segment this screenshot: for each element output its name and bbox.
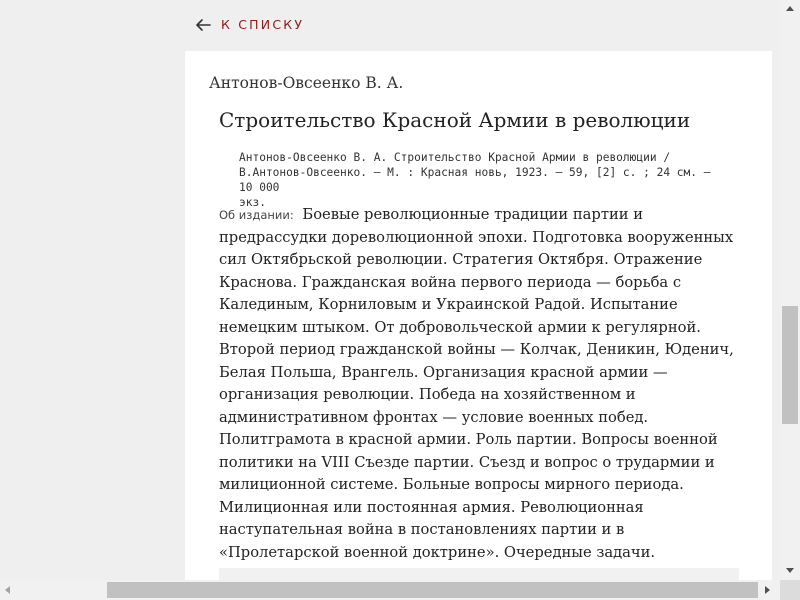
arrow-left-icon — [195, 18, 211, 32]
back-to-list-link[interactable] — [195, 17, 304, 32]
book-author[interactable]: Антонов-Овсеенко В. А. — [209, 74, 404, 92]
book-card — [185, 51, 772, 580]
scrollbar-corner — [780, 580, 800, 600]
scroll-up-arrow-icon[interactable] — [786, 6, 794, 11]
back-to-list-label: К СПИСКУ — [221, 17, 305, 32]
biblio-line: Антонов-Овсеенко В. А. Строительство Красной Армии в революции / — [239, 151, 671, 164]
about-edition-text: Боевые революционные традиции партии и предрассудки дореволюционной эпохи. Подготовка вооруженных сил Октябрьской революции. Стратегия Октября. Отражение Краснова. Гражданская война первого периода — борьба с Калединым, Корниловым и Украинской Радой. Испытание немецким штыком. От добровольческой армии к регулярной. Второй период гражданской войны — Колчак, Деникин, Юденич, Белая Польша, Врангель. Организация красной армии — организация революции. Победа на хозяйственном и административном фронтах — условие военных побед. Политграмота в красной армии. Роль партии. Вопросы военной политики на VIII Съезде партии. Съезд и вопрос о трудармии и милиционной системе. Больные вопросы мирного периода. Милиционная или постоянная армия. Революционная наступательная война в постановлениях партии и в «Пролетарской военной доктрине». Очередные задачи. — [219, 206, 734, 561]
scroll-left-arrow-icon[interactable] — [5, 586, 10, 594]
book-title: Строительство Красной Армии в революции — [219, 108, 691, 132]
biblio-line: экз. — [239, 196, 266, 209]
vertical-scroll-thumb[interactable] — [782, 306, 798, 424]
next-section-strip — [219, 568, 739, 580]
horizontal-scroll-thumb[interactable] — [107, 582, 758, 598]
bibliographic-record — [239, 150, 719, 210]
horizontal-scrollbar[interactable] — [0, 580, 780, 600]
about-edition-label: Об издании: — [219, 208, 294, 222]
vertical-scrollbar[interactable] — [780, 0, 800, 580]
about-edition — [219, 204, 737, 564]
scroll-right-arrow-icon[interactable] — [765, 586, 770, 594]
biblio-line: В.Антонов-Овсеенко. — М. : Красная новь, 1923. — 59, [2] с. ; 24 см. — 10 000 — [239, 166, 711, 194]
scroll-down-arrow-icon[interactable] — [786, 568, 794, 573]
